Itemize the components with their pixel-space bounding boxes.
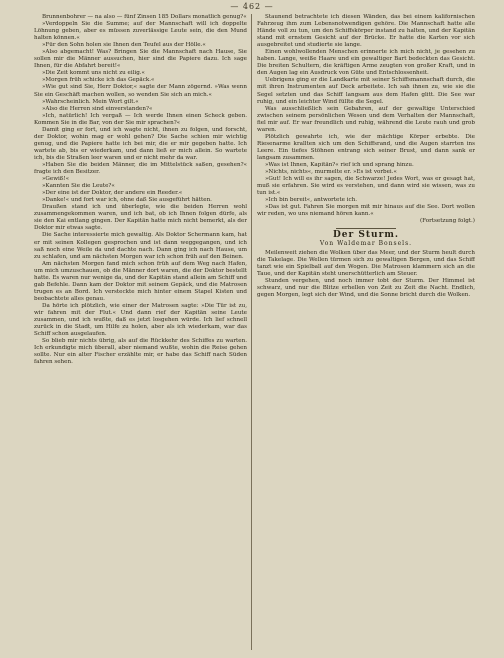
paragraph: Plötzlich gewahrte ich, wie der mächtige Körper erbebte. Die Riesenarme krallten sich um den Schiffsrand, und die Augen starrten ins Leere. Ein tiefes Stöhnen entrang sich seiner Brust, und dann sank er langsam zusammen.	[257, 133, 475, 161]
paragraph: Was ausschließlich sein Gebahren, auf der gewaltige Unterschied zwischen seinem persönlichen Wesen und dem Verhalten der Mannschaft, fiel mir auf. Er war freundlich und ruhig, während die Leute rauh und grob waren.	[257, 105, 475, 133]
paragraph: »Morgen früh schicke ich das Gepäck.«	[42, 77, 155, 84]
paragraph: »Wie gut sind Sie, Herr Doktor,« sagte der Mann zögernd. »Was wenn Sie ein Geschäft machen wollen, so wenden Sie sich an mich.«	[34, 84, 247, 98]
paragraph: Damit ging er fort, und ich wagte nicht, ihnen zu folgen, und forscht, der Doktor, wohin mag er wohl gehen? Die Sache schien mir wichtig genug, und die Papiere hatte ich bei mir, die er mir gegeben hatte. Ich wartete ab, bis er wiederkam, und dann ließ er mich allein. So wartete ich, bis die Straßen leer waren und er nicht mehr da war.	[34, 126, 247, 161]
paragraph: Einen wohlwollenden Menschen erinnerte ich mich nicht, je gesehen zu haben. Lange, weiße Haare und ein gewaltiger Bart bedeckten das Gesicht. Die breiten Schultern, die kräftigen Arme zeugten von großer Kraft, und in den Augen lag ein Ausdruck von Güte und Entschlossenheit.	[257, 49, 475, 77]
story-title: Der Sturm.	[332, 230, 399, 241]
story-byline: Von Waldemar Bonsels.	[319, 240, 413, 248]
paragraph: So blieb mir nichts übrig, als auf die Rückkehr des Schiffes zu warten. Ich erkundigte mich überall, aber niemand wußte, wohin die Reise gehen sollte. Nur ein alter Fischer erzählte mir, er habe das Schiff nach Süden fahren sehen.	[34, 338, 247, 366]
paragraph: Uebrigens ging er die Landkarte mit seiner Schiffsmannschaft durch, die mit ihren Instrumenten auf Deck arbeitete. Ich sah ihnen zu, wie sie die Segel setzten und das Schiff langsam aus dem Hafen glitt. Die See war ruhig, und ein leichter Wind füllte die Segel.	[257, 77, 475, 105]
paragraph: »Gewiß!«	[42, 176, 70, 183]
paragraph: »Das ist gut. Fahren Sie morgen mit mir hinaus auf die See. Dort wollen wir reden, wo uns niemand hören kann.«	[257, 204, 475, 218]
continued-note: (Fortsetzung folgt.)	[419, 218, 475, 225]
right-column	[257, 14, 475, 650]
paragraph: »Also abgemacht! Was? Bringen Sie die Mannschaft nach Hause, Sie sollen mir die Männer aussuchen, hier sind die Papiere dazu. Ich sage Ihnen, für die Abfahrt bereit!«	[34, 49, 247, 70]
paragraph: »Für den Sohn holen sie Ihnen den Teufel aus der Hölle.«	[42, 42, 206, 49]
paragraph: Meilenweit ziehen die Wolken über das Meer, und der Sturm heult durch die Takelage. Die Wellen türmen sich zu gewaltigen Bergen, und das Schiff tanzt wie ein Spielball auf den Wogen. Die Matrosen klammern sich an die Taue, und der Kapitän steht unerschütterlich am Steuer.	[257, 249, 475, 277]
paragraph: »Danke!« und fort war ich, ohne daß Sie ausgeführt hätten.	[42, 197, 212, 204]
paragraph: Die Sache interessierte mich gewaltig. Als Doktor Schermann kam, hat er mit seinen Kollegen gesprochen und ist dann weggegangen, und ich saß noch eine Weile da und dachte nach. Dann ging ich nach Hause, um zu schlafen, und am nächsten Morgen war ich schon früh auf den Beinen.	[34, 232, 247, 260]
paragraph: »Ich bin bereit«, antwortete ich.	[265, 197, 357, 204]
left-column	[34, 14, 247, 650]
page-number: — 462 —	[230, 2, 274, 11]
paragraph: Stunden vergehen, und noch immer tobt der Sturm. Der Himmel ist schwarz, und nur die Blitze erhellen von Zeit zu Zeit die Nacht. Endlich, gegen Morgen, legt sich der Wind, und die Sonne bricht durch die Wolken.	[257, 277, 475, 298]
paragraph: Brunnenbohrer — na also — fünf Zinsen 185 Dollars monatlich genug?«	[42, 14, 247, 20]
right-column-text	[257, 14, 475, 218]
story-text	[257, 250, 475, 299]
paragraph: »Ich, natürlich! Ich vergaß — Ich werde Ihnen einen Scheck geben. Kommen Sie in die Bar, von der Sie mir sprachen?«	[34, 112, 247, 126]
paragraph: »Haben Sie die beiden Männer, die im Mittelstück saßen, gesehen?« fragte ich den Besitzer.	[34, 161, 247, 176]
paragraph: Draußen stand ich und überlegte, wie die beiden Herren wohl zusammengekommen waren, und ich bat, ob ich Ihnen folgen dürfe, als sie den Kai entlang gingen. Der Kapitän hatte mich nicht bemerkt, als der Doktor mir etwas sagte.	[34, 204, 247, 232]
paragraph: »Also die Herren sind einverstanden?«	[42, 105, 153, 112]
paragraph: »Der eine ist der Doktor, der andere ein Reeder.«	[42, 190, 183, 197]
paragraph: Am nächsten Morgen fand mich schon früh auf dem Weg nach Hafen, um mich umzuschauen, ob die Männer dort waren, die der Doktor bestellt hatte. Es waren nur wenige da, und der Kapitän stand allein am Schiff und gab Befehle. Dann kam der Doktor mit seinem Gepäck, und die Matrosen trugen es an Bord. Ich versteckte mich hinter einem Stapel Kisten und beobachtete alles genau.	[34, 260, 247, 302]
paragraph: Da hörte ich plötzlich, wie einer der Matrosen sagte: »Die Tür ist zu, wir fahren mit der Flut.« Und dann rief der Kapitän seine Leute zusammen, und ich wußte, daß es jetzt losgehen würde. Ich lief schnell zurück in die Stadt, um Hilfe zu holen, aber als ich wiederkam, war das Schiff schon ausgelaufen.	[34, 302, 247, 338]
paragraph: Staunend betrachtete ich diesen Wänden, das bei einem kalifornischen Fahrzeug ihm zum Lebensnotwendigen gehöre. Die Mannschaft hatte alle Hände voll zu tun, um den Schiffskörper instand zu halten, und der Kapitän stand mit ernstem Gesicht auf der Brücke. Er hatte die Karten vor sich ausgebreitet und studierte sie lange.	[257, 14, 475, 49]
paragraph: »Nichts, nichts«, murmelte er. »Es ist vorbei.«	[265, 169, 397, 176]
paragraph: »Wahrscheinlich. Mein Wort gilt.«	[42, 98, 139, 105]
column-divider	[251, 14, 252, 650]
separator-rule	[336, 228, 396, 229]
paragraph: »Kannten Sie die Leute?«	[42, 183, 115, 190]
paragraph: »Verdoppeln Sie die Summe; auf der Mannschaft will ich doppelte Löhnung geben, aber es müssen zuverlässige Leute sein, die den Mund halten können.«	[34, 21, 247, 42]
paragraph: »Was ist Ihnen, Kapitän?« rief ich und sprang hinzu.	[265, 161, 414, 168]
paragraph: »Gut! Ich will es ihr sagen, die Schwarze! Jedes Wort, was er gesagt hat, muß sie erfahren. Sie wird es verstehen, und dann wird sie wissen, was zu tun ist.«	[257, 176, 475, 197]
paragraph: »Die Zeit kommt uns nicht zu eilig.«	[42, 70, 145, 77]
